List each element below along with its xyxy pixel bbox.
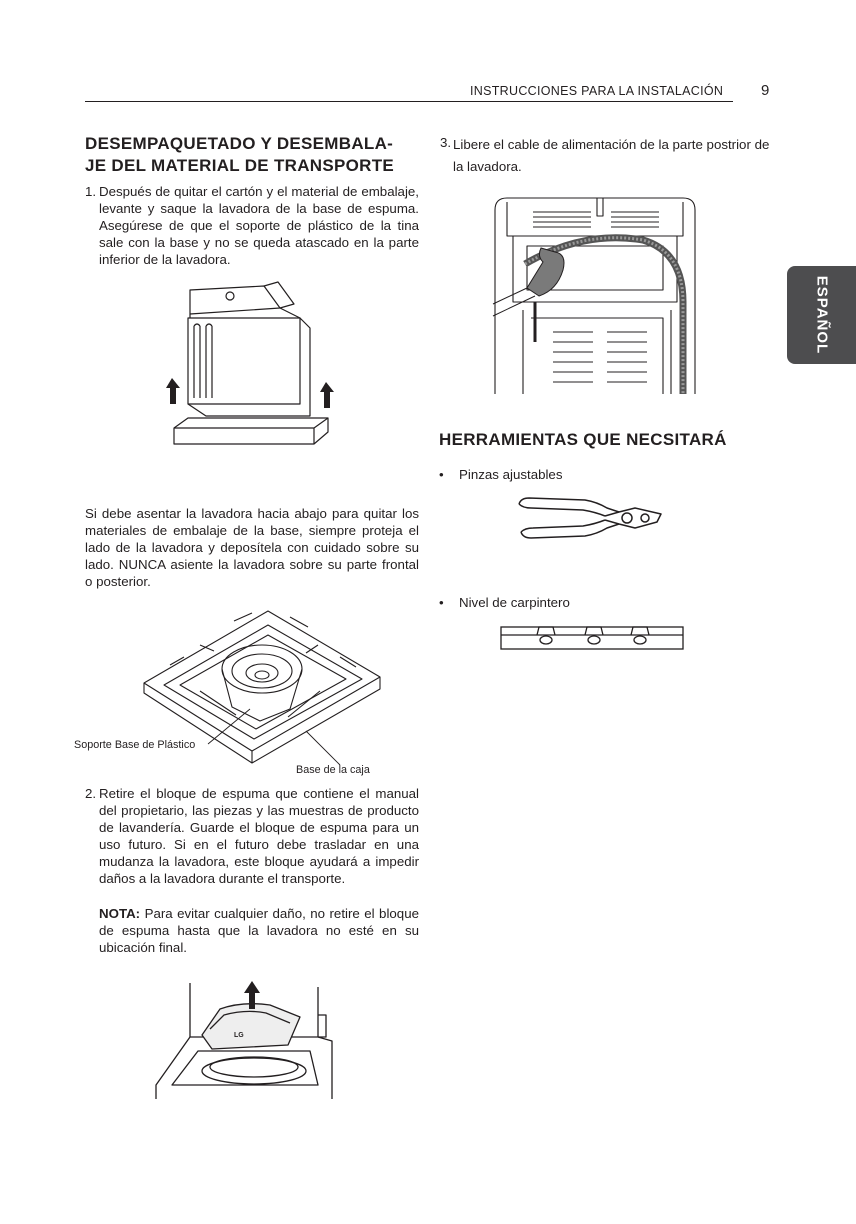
foam-block-removal-illustration bbox=[150, 975, 340, 1105]
header-rule bbox=[85, 101, 733, 102]
section-heading-unpacking: DESEMPAQUETADO Y DESEMBALA- JE DEL MATERIAL DE TRANSPORTE bbox=[85, 134, 395, 175]
language-tab bbox=[787, 266, 856, 364]
step-1-text: Después de quitar el cartón y el material de embalaje, levante y saque la lavadora de la base de espuma. Asegúrese de que el soporte de plástico de la tina sale con la base y no se queda atascado en la parte inferior de la lavadora. bbox=[99, 184, 419, 267]
pliers-icon bbox=[515, 494, 665, 542]
tool-item-pliers: Pinzas ajustables bbox=[459, 467, 563, 482]
note-label: NOTA: bbox=[99, 906, 141, 921]
tip-laying-washer-text: Si debe asentar la lavadora hacia abajo para quitar los materiales de embalaje de la base, siempre proteja el lado de la lavadora y deposítela con cuidado sobre su lado. NUNCA asiente la lavadora sobre su parte frontal o posterior. bbox=[85, 506, 419, 589]
page-number: 9 bbox=[761, 82, 770, 99]
step-3-number: 3. bbox=[440, 135, 452, 150]
running-header-title: INSTRUCCIONES PARA LA INSTALACIÓN bbox=[470, 84, 724, 98]
caption-box-base: Base de la caja bbox=[296, 764, 370, 776]
step-1-number: 1. bbox=[85, 184, 97, 199]
power-cord-release-illustration bbox=[493, 192, 698, 397]
tool-item-level: Nivel de carpintero bbox=[459, 595, 570, 610]
note-text: Para evitar cualquier daño, no retire el bloque de espuma hasta que la lavadora no esté en su ubicación final. bbox=[99, 906, 419, 955]
bullet-icon: • bbox=[439, 467, 444, 482]
bullet-icon: • bbox=[439, 595, 444, 610]
language-tab-label: ESPAÑOL bbox=[813, 275, 830, 355]
level-icon bbox=[499, 623, 685, 653]
foam-logo-text: LG bbox=[234, 1032, 244, 1039]
step-2-number: 2. bbox=[85, 786, 97, 801]
foam-base-illustration bbox=[140, 605, 390, 780]
note-paragraph bbox=[99, 905, 419, 956]
step-3-text: Libere el cable de alimentación de la parte postrior de la lavadora. bbox=[453, 137, 770, 174]
caption-plastic-support: Soporte Base de Plástico bbox=[74, 739, 196, 751]
section-heading-tools: HERRAMIENTAS QUE NECSITARÁ bbox=[439, 430, 727, 449]
step-2-text: Retire el bloque de espuma que contiene el manual del propietario, las piezas y las muestras de producto de lavandería. Guarde el bloque de espuma para un uso futuro. Si en el futuro debe trasladar en una mudanza la lavadora, este bloque ayudará a impedir daños a la lavadora durante el transporte. bbox=[99, 786, 419, 886]
washer-lift-illustration bbox=[160, 280, 340, 450]
